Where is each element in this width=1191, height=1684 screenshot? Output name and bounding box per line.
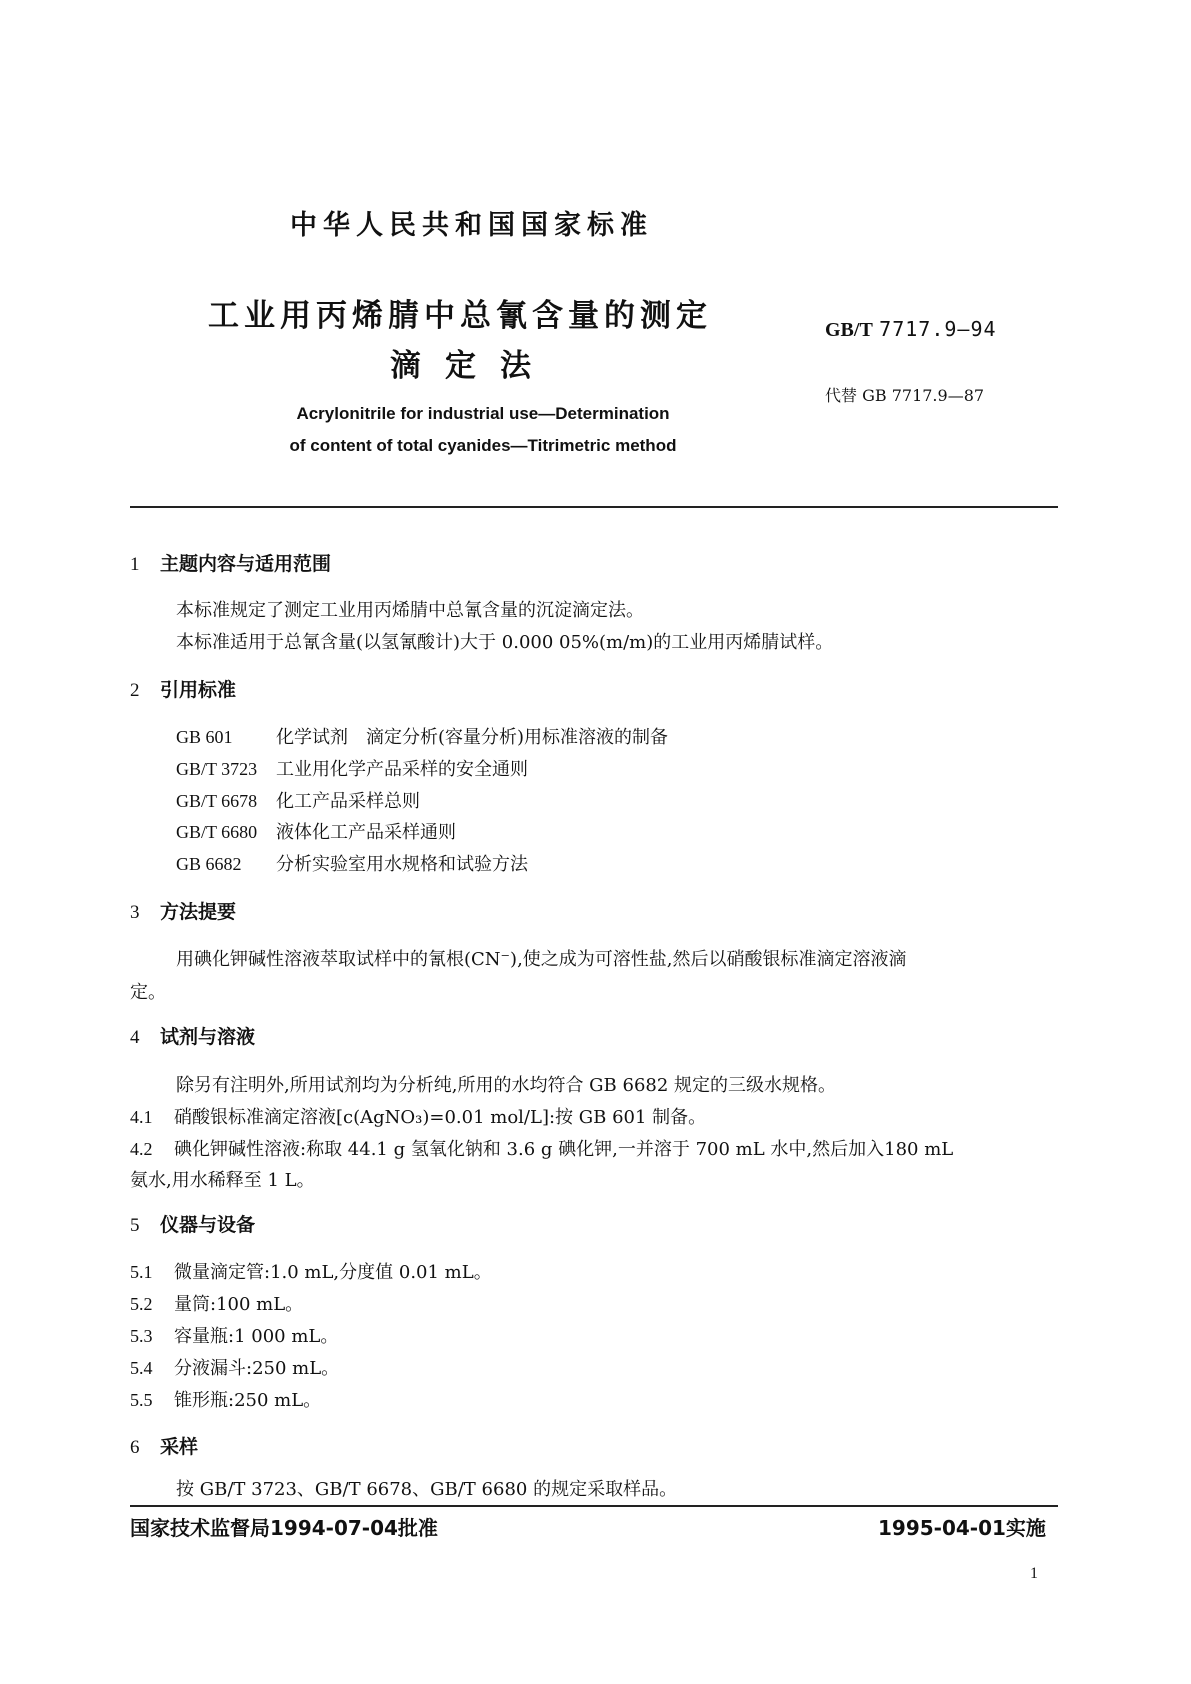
equipment-item <box>130 1322 338 1348</box>
reference-code: GB/T 6680 <box>176 822 258 842</box>
reference-text: 液体化工产品采样通则 <box>276 822 456 843</box>
item-number: 5.5 <box>130 1390 153 1410</box>
section-1-para-1: 本标准规定了测定工业用丙烯腈中总氰含量的沉淀滴定法。 <box>176 600 644 621</box>
item-number: 5.4 <box>130 1358 153 1378</box>
reference-code: GB/T 3723 <box>176 759 258 779</box>
replaces-note: 代替 GB 7717.9—87 <box>825 386 985 405</box>
title-en-line2: of content of total cyanides—Titrimetric method <box>289 436 677 455</box>
section-4-item-1 <box>130 1103 706 1129</box>
section-title: 方法提要 <box>160 901 237 923</box>
section-4-heading <box>130 1022 255 1049</box>
reference-text: 化工产品采样总则 <box>276 791 420 812</box>
reference-code: GB/T 6678 <box>176 791 258 811</box>
item-text: 量筒:100 mL。 <box>174 1294 304 1315</box>
approval-date: 国家技术监督局1994-07-04批准 <box>130 1516 438 1540</box>
item-text: 容量瓶:1 000 mL。 <box>174 1326 339 1347</box>
section-3-para-line2: 定。 <box>130 982 166 1003</box>
section-6-heading <box>130 1432 198 1459</box>
reference-item <box>176 723 668 749</box>
bottom-divider <box>130 1505 1058 1507</box>
reference-text: 化学试剂 滴定分析(容量分析)用标准溶液的制备 <box>276 727 669 748</box>
section-number: 2 <box>130 680 140 701</box>
reference-item <box>176 755 528 781</box>
reference-item <box>176 850 528 876</box>
page-number: 1 <box>1030 1565 1038 1582</box>
item-number: 5.3 <box>130 1326 153 1346</box>
item-text: 分液漏斗:250 mL。 <box>174 1358 340 1379</box>
section-title: 主题内容与适用范围 <box>160 553 332 575</box>
reference-text: 工业用化学产品采样的安全通则 <box>276 759 528 780</box>
item-text: 锥形瓶:250 mL。 <box>174 1390 322 1411</box>
section-4-item-2 <box>130 1135 953 1161</box>
title-en-line1: Acrylonitrile for industrial use—Determination <box>296 404 670 423</box>
top-divider <box>130 506 1058 508</box>
section-3-heading <box>130 897 236 924</box>
section-number: 3 <box>130 902 140 923</box>
section-5-heading <box>130 1210 255 1237</box>
title-en <box>258 398 708 462</box>
section-2-heading <box>130 675 236 702</box>
reference-text: 分析实验室用水规格和试验方法 <box>276 854 528 875</box>
title-zh-line1: 工业用丙烯腈中总氰含量的测定 <box>208 298 712 334</box>
section-number: 1 <box>130 554 140 575</box>
reference-item <box>176 818 456 844</box>
equipment-item <box>130 1354 339 1380</box>
item-number: 4.1 <box>130 1107 153 1127</box>
section-number: 4 <box>130 1027 140 1048</box>
section-3-para-line1: 用碘化钾碱性溶液萃取试样中的氰根(CN⁻),使之成为可溶性盐,然后以硝酸银标准滴定溶液滴 <box>176 949 907 970</box>
standard-code-prefix: GB/T <box>825 319 873 341</box>
equipment-item <box>130 1290 303 1316</box>
item-text: 碘化钾碱性溶液:称取 44.1 g 氢氧化钠和 3.6 g 碘化钾,一并溶于 700 mL 水中,然后加入180 mL <box>174 1139 954 1160</box>
national-standard-heading: 中华人民共和国国家标准 <box>290 210 653 241</box>
section-number: 5 <box>130 1215 140 1236</box>
effective-date: 1995-04-01实施 <box>878 1516 1046 1540</box>
section-title: 试剂与溶液 <box>160 1026 256 1048</box>
item-text: 硝酸银标准滴定溶液[c(AgNO₃)=0.01 mol/L]:按 GB 601 制备。 <box>174 1107 707 1128</box>
section-1-heading <box>130 549 331 576</box>
reference-code: GB 601 <box>176 727 233 747</box>
standard-code <box>825 317 997 342</box>
section-4-item-2-continued: 氨水,用水稀释至 1 L。 <box>130 1170 315 1191</box>
equipment-item <box>130 1258 492 1284</box>
equipment-item <box>130 1386 321 1412</box>
reference-code: GB 6682 <box>176 854 242 874</box>
section-number: 6 <box>130 1437 140 1458</box>
section-4-para-1: 除另有注明外,所用试剂均为分析纯,所用的水均符合 GB 6682 规定的三级水规格。 <box>176 1075 837 1096</box>
section-title: 采样 <box>160 1436 199 1458</box>
item-number: 5.2 <box>130 1294 153 1314</box>
item-number: 4.2 <box>130 1139 153 1159</box>
section-title: 引用标准 <box>160 679 237 701</box>
reference-item <box>176 787 420 813</box>
title-zh-line2: 滴定法 <box>390 348 555 384</box>
section-6-para-1: 按 GB/T 3723、GB/T 6678、GB/T 6680 的规定采取样品。 <box>176 1479 678 1500</box>
standard-code-number: 7717.9—94 <box>879 317 997 341</box>
section-1-para-2: 本标准适用于总氰含量(以氢氰酸计)大于 0.000 05%(m/m)的工业用丙烯腈试样。 <box>176 632 834 653</box>
item-text: 微量滴定管:1.0 mL,分度值 0.01 mL。 <box>174 1262 492 1283</box>
item-number: 5.1 <box>130 1262 153 1282</box>
section-title: 仪器与设备 <box>160 1214 256 1236</box>
